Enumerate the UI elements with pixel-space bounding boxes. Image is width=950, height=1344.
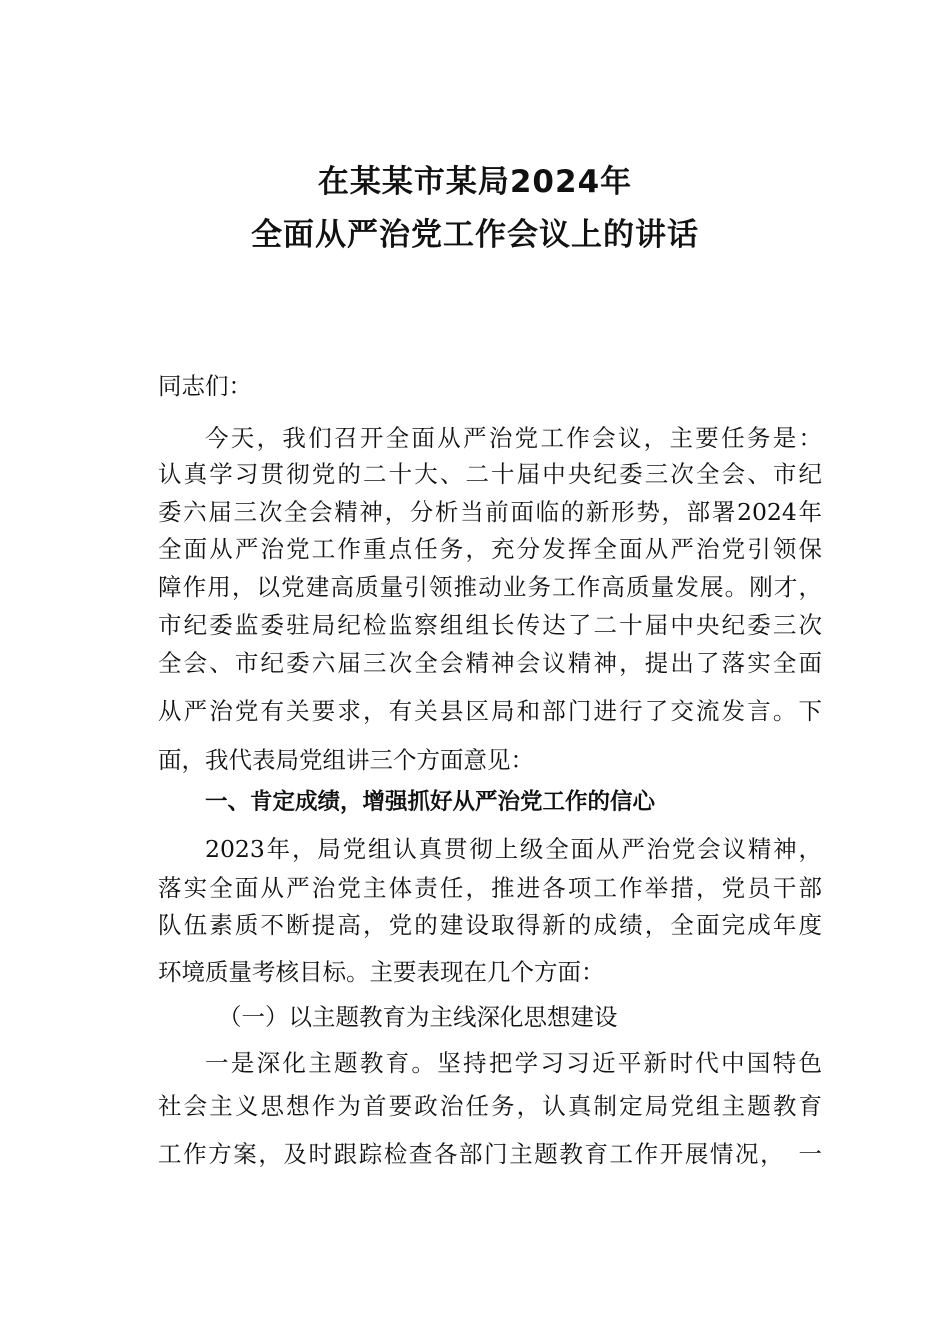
paragraph-line: 落实全面从严治党主体责任，推进各项工作举措，党员干部 [158, 874, 822, 902]
section-heading: 一、肯定成绩，增强抓好从严治党工作的信心 [205, 789, 656, 815]
paragraph-line: 社会主义思想作为首要政治任务，认真制定局党组主题教育 [158, 1092, 822, 1120]
paragraph-line: 委六届三次全会精神，分析当前面临的新形势，部署2024年 [158, 498, 822, 526]
paragraph-line: 今天，我们召开全面从严治党工作会议，主要任务是： [205, 424, 822, 452]
paragraph-line: 市纪委监委驻局纪检监察组组长传达了二十届中央纪委三次 [158, 611, 822, 639]
paragraph-line: 障作用，以党建高质量引领推动业务工作高质量发展。刚才， [158, 573, 822, 601]
salutation: 同志们： [158, 372, 252, 400]
paragraph-line: 全会、市纪委六届三次全会精神会议精神，提出了落实全面 [158, 649, 822, 677]
document-title-line-2: 全面从严治党工作会议上的讲话 [251, 217, 699, 253]
paragraph-line: 2023年，局党组认真贯彻上级全面从严治党会议精神， [205, 835, 822, 863]
paragraph-line: 环境质量考核目标。主要表现在几个方面： [158, 958, 605, 986]
paragraph-line: 工作方案，及时跟踪检查各部门主题教育工作开展情况， 一 [158, 1140, 822, 1168]
paragraph-line: 一是深化主题教育。坚持把学习习近平新时代中国特色 [205, 1049, 822, 1077]
subsection-heading: （一）以主题教育为主线深化思想建设 [218, 1003, 618, 1031]
paragraph-line: 认真学习贯彻党的二十大、二十届中央纪委三次全会、市纪 [158, 460, 822, 488]
paragraph-line: 从严治党有关要求，有关县区局和部门进行了交流发言。下 [158, 697, 822, 725]
document-title-line-1: 在某某市某局2024年 [317, 164, 633, 200]
paragraph-line: 全面从严治党工作重点任务，充分发挥全面从严治党引领保 [158, 535, 822, 563]
paragraph-line: 队伍素质不断提高，党的建设取得新的成绩，全面完成年度 [158, 911, 822, 939]
paragraph-line: 面，我代表局党组讲三个方面意见： [158, 746, 534, 774]
